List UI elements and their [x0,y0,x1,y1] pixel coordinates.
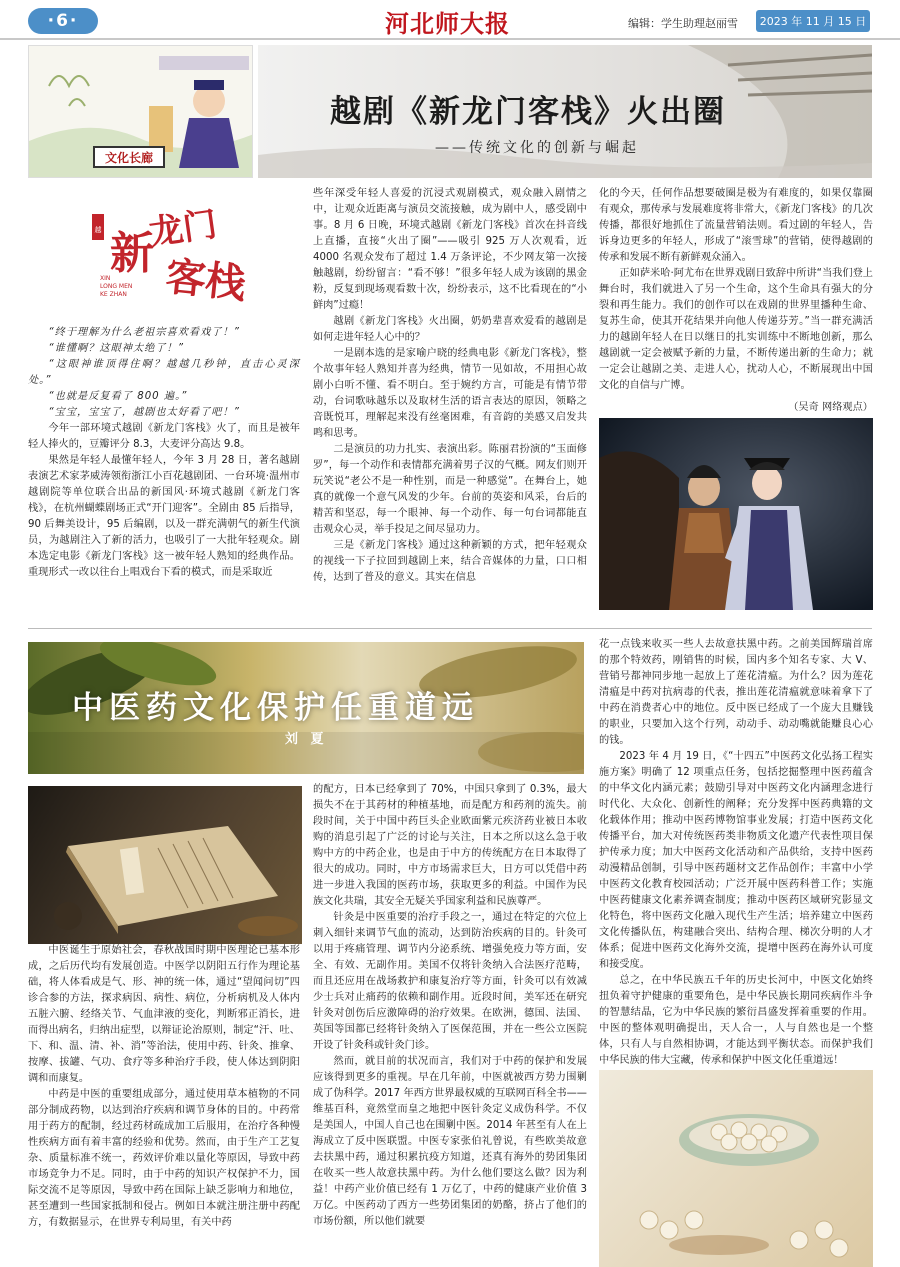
column-tag: 文化长廊 [93,146,165,168]
reader-quote: “终于理解为什么老祖宗喜欢看戏了！” [48,327,240,338]
article2-author: 刘 夏 [285,732,328,747]
opera-stage-image [599,418,873,610]
issue-date: 2023 年 11 月 15 日 [756,10,870,32]
calligraphy-logo [88,196,248,306]
lotus-seeds-image [599,1070,873,1267]
svg-text:LONG MEN: LONG MEN [100,283,133,290]
page-number-badge: · 6 · [28,8,98,34]
herbal-book-photo [28,786,302,944]
paragraph: 的配方，日本已经拿到了 70%，中国只拿到了 0.3%，最大损失不在于其药材的种植基地，而是配方和药剂的流失。前段时间，关于中国中药巨头企业欧面紫元疾济药业被日本收购的消息引起了广泛的讨论与关注，日本之所以这么急于收购中方的中药企业，也是由于中方的传统配方在日本取得了很大的成功。同时，中方市场需求巨大，日方可以凭借中药进一步进入我国的医药市场，获取更多的利益。中国作为民族文化共瑞，其安全无疑关乎国家利益和民族尊严。 [313,784,587,907]
reader-quote: “谁懂啊？这眼神太绝了！” [48,343,185,354]
paragraph: 中药是中医的重要组成部分，通过使用草本植物的不同部分制成药物，以达到治疗疾病和调节身体的目的。中药常用于药方的配制，经过药材疏成加工后服用，在治疗各种慢性疾病方面有着丰富的经验和优势。然而，由于生产工艺复杂、质量标准不统一，药效评价难以量化等原因，导致中药市场竞争力不足。同时，由于中药的知识产权保护不力，国际交流不足等原因，导致中药在国际上缺乏影响力和地位，甚至遭到一些国家抵制和侵占。例如日本就注册注册中药配方，有数据显示，在世界专利局里，有关中药 [28,1089,300,1228]
paragraph: 果然是年轻人最懂年轻人，今年 3 月 28 日，著名越剧表演艺术家茅威涛领衔浙江小百花越剧团、一台环境·温州市越剧院等单位联合出品的新国风·环境式越剧《新龙门客栈》，在杭州蝴蝶剧场正式“开门迎客”。全剧由 85 后指导，90 后舞美设计，95 后编剧，以及一群充满朝气的新生代演员，为越剧注入了新的活力，也吸引了一大批年轻观众。剧本选定电影《新龙门客栈》这一被年轻人熟知的经典作品。重现形式一改以往台上唱戏台下看的模式，而是采取近 [28,455,300,578]
article1-column-3 [599,186,873,416]
article2-column-2 [313,782,587,1230]
paragraph: 三是《新龙门客栈》通过这种新颖的方式，把年轻观众的视线一下子拉回到越剧上来，结合音媒体的力量，口口相传，达到了普及的意义。其实在信息 [313,540,587,583]
svg-text:客栈: 客栈 [163,252,248,306]
paragraph: 越剧《新龙门客栈》火出圈，奶奶辈喜欢爱看的越剧是如何走进年轻人心中的？ [313,316,587,343]
article1-subtitle: ——传统文化的创新与崛起 [435,140,639,156]
paragraph: 2023 年 4 月 19 日，《“十四五”中医药文化弘扬工程实施方案》明确了 12 项重点任务，包括挖掘整理中医药蕴含的中华文化内涵元素；鼓励引导对中医药文化内涵理念进行时代化、大众化、创新性的阐释；充分发挥中医药典籍的文化载体作用；推动中医药博物馆事业发展；打造中医药文化传播平台，加大对传统医药类非物质文化遗产代表性项目保护传承力度；加大中医药文化活动和产品供给，支持中医药动漫精品创制，引导中医药题材文艺作品创作；丰富中小学中医药文化教育校园活动；广泛开展中医药科普工作；实施中医药健康文化素养调查制度；推动中医药区域研究影显文化特色，将中医药文化融入现代生产生活；培养建立中医药文化传播队伍，构建融合突出、结构合理、梯次分明的人才体系；促进中医药文化海外交流，提增中医药在海外认可度和接受度。 [599,751,873,970]
paragraph: 针灸是中医重要的治疗手段之一，通过在特定的穴位上刺入细针来调节气血的流动，达到防治疾病的目的。针灸可以用于疼痛管理、调节内分泌系统、增强免疫力等方面，安全、有效、无副作用。美国不仅将针灸纳入合法医疗范畴，而且还应用在战场救护和康复治疗等方面，针灸可以有效减少士兵对止痛药的依赖和副作用。近段时间，美军还在研究针灸对创伤后应激障碍的治疗效果。在欧洲，德国、法国、英国等国都已经将针灸纳入了医保范围，并在一些公立医院开设了针灸科或针灸门诊。 [313,912,587,1051]
svg-text:越: 越 [94,226,102,234]
reader-quote: “宝宝，宝宝了，越剧也太好看了吧！” [48,407,240,418]
reader-quote: “也就是反复看了 800 遍。” [48,391,188,402]
paragraph: 化的今天，任何作品想要破圈是极为有难度的，如果仅靠圈有观众，那传承与发展难度将非常大，《新龙门客栈》的几次传播，都很好地抓住了流量营销法则。看过剧的年轻人，告诉身边更多的年轻人，形成了“滚雪球”的营销，使得越剧的传承和发展不断有新鲜观众涌入。 [599,188,873,263]
article2-column-3 [599,637,873,1069]
herbal-book-image [28,786,302,944]
article1-title: 越剧《新龙门客栈》火出圈 [330,94,726,130]
paragraph: 二是演员的功力扎实、表演出彩。陈丽君扮演的“玉面修罗”，每一个动作和表情都充满着男子汉的气概。网友们则开玩笑说“老公不是一种性别，而是一种感觉”。在舞台上，她真的就像一个意气风发的少年。台前的英姿和风采，台后的精苦和坚忍，每一个眼神、每一个动作、每一句台词都能直击观众心灵，举手投足之间尽显功力。 [313,444,587,535]
calligraphy-graphic [88,196,248,306]
editor-credit: 编辑：学生助理赵丽雪 [628,17,738,30]
opera-photo [599,418,873,610]
section-divider [28,628,872,629]
article2-column-1 [28,943,300,1231]
paragraph: 花一点钱来收买一些人去故意扶黑中药。之前美国辉瑞首席的那个特效药，刚销售的时候，国内多个知名专家、大 V、营销号都神同步地一起放上了莲花清瘟。为什么？因为莲花清瘟是中药对抗病毒的代表，推出莲花清瘟就意味着拿下了中药在消费者心中的地位。反中医已经成了一个庞大且赚钱的职业，只要加入这个行列，动动手、动动嘴就能赚良心心的钱。 [599,639,873,746]
paragraph: 正如萨米哈·阿尤布在世界戏剧日致辞中所讲“当我们登上舞台时，我们就进入了另一个生命，这个生命具有强大的分裂和再生能力。我们的创作可以在戏剧的世界里播种生命、复苏生命，使其开花结果并向他人传递芬芳。”当一群充满活力的越剧年轻人在日以继日的扎实训练中不断地创新，那么越剧就一定会被赋予新的力量，不断传递出新的生命力；就一定会让越剧之美、走进人心，扰动人心，不断展现出中国文化的自信与广博。 [599,268,873,391]
svg-text:新: 新 [110,228,154,279]
article-source: （吴奇 网络观点） [788,402,873,413]
reader-quote: “这眼神谁顶得住啊？越越几秒钟，直击心灵深处。” [28,359,300,386]
page-number: 6 [56,11,70,31]
article1-column-1 [28,325,300,581]
paragraph: 总之，在中华民族五千年的历史长河中，中医文化始终扭负着守护健康的重要角色，是中华民族长期同疾病作斗争的智慧结晶，它为中华民族的繁衍昌盛发挥着重要的作用。中医的整体观明确提出，天人合一，人与自然也是一个整体，只有人与自然相协调，才能达到平衡状态。而保护我们中华民族的伟大宝藏，传承和保护中医文化任重道远！ [599,975,873,1066]
paragraph: 然而，就目前的状况而言，我们对于中药的保护和发展应该得到更多的重视。早在几年前，中医就被西方势力围剿成了伪科学。2017 年西方世界最权威的互联网百科全书——维基百科，竟然堂而皇之地把中医针灸定义成伪科学。不仅是美国人，中国人自己也在围剿中医。2014 年甚至有人在上海成立了反中医联盟。中医专家张伯礼曾说，有些欧美故意去扶黑中药，通过积累抗疫方知道，还真有海外的势团集团在收买一些人故意扶黑中药。为什么他们要这么做？因为利益！中药产业价值已经有 1 万亿了，中药的健康产业价值 3 万亿。中医药动了西方一些势团集团的奶酪，挤占了他们的市场份额，所以他们就要 [313,1056,587,1227]
herb-seeds-photo [599,1070,873,1267]
masthead: 河北师大报 [385,9,510,38]
svg-text:XIN: XIN [100,275,111,282]
svg-text:KE ZHAN: KE ZHAN [100,291,127,298]
paragraph: 今年一部环境式越剧《新龙门客栈》火了，而且是被年轻人捧火的，豆瓣评分 8.3，大麦评分高达 9.8。 [28,423,300,450]
paragraph: 些年深受年轻人喜爱的沉浸式观剧模式，观众融入剧情之中，让观众近距离与演员交流接触，成为剧中人，感受剧中事。8 月 6 日晚，环境式越剧《新龙门客栈》首次在抖音线上直播，直接“火出了圈”——吸引 925 万人次观看，近 4000 名观众发布了超过 1.4 万条评论，不少网友第一次接触越剧，纷纷留言：“看不够！”很多年轻人成为该剧的黑金粉，反复到现场观看数十次，纷纷表示，这不比看现在的“小鲜肉”过瘾！ [313,188,587,311]
paragraph: 一是剧本选的是家喻户晓的经典电影《新龙门客栈》，整个故事年轻人熟知并喜为经典，情节一见如故，不用担心故剧小白听不懂、看不明白。至于婉约方言，可能是有情节带动，台词歌咏越乐以及取材生活的语言表达的原因，领略之音既悦耳，理解起来没有丝毫困难，有音韵的美感又启发共鸣和思考。 [313,348,587,439]
svg-text:龙门: 龙门 [146,204,220,254]
paragraph: 中医诞生于原始社会，春秋战国时期中医理论已基本形成，之后历代均有发展创造。中医学以阴阳五行作为理论基础，将人体看成是气、形、神的统一体，通过“望闻问切”四诊合参的方法，探求病因、病性、病位，分析病机及人体内五脏六腑、经络关节、气血津液的变化，判断邪正消长，进而得出病名，归纳出症型，以辩证论治原则，制定“汗、吐、下、和、温、清、补、消”等治法，使用中药、针灸、推拿、按摩、拔罐、气功、食疗等多种治疗手段，使人体达到阴阳调和而康复。 [28,945,300,1084]
article2-title: 中医药文化保护任重道远 [72,690,479,726]
article1-column-2 [313,186,587,586]
